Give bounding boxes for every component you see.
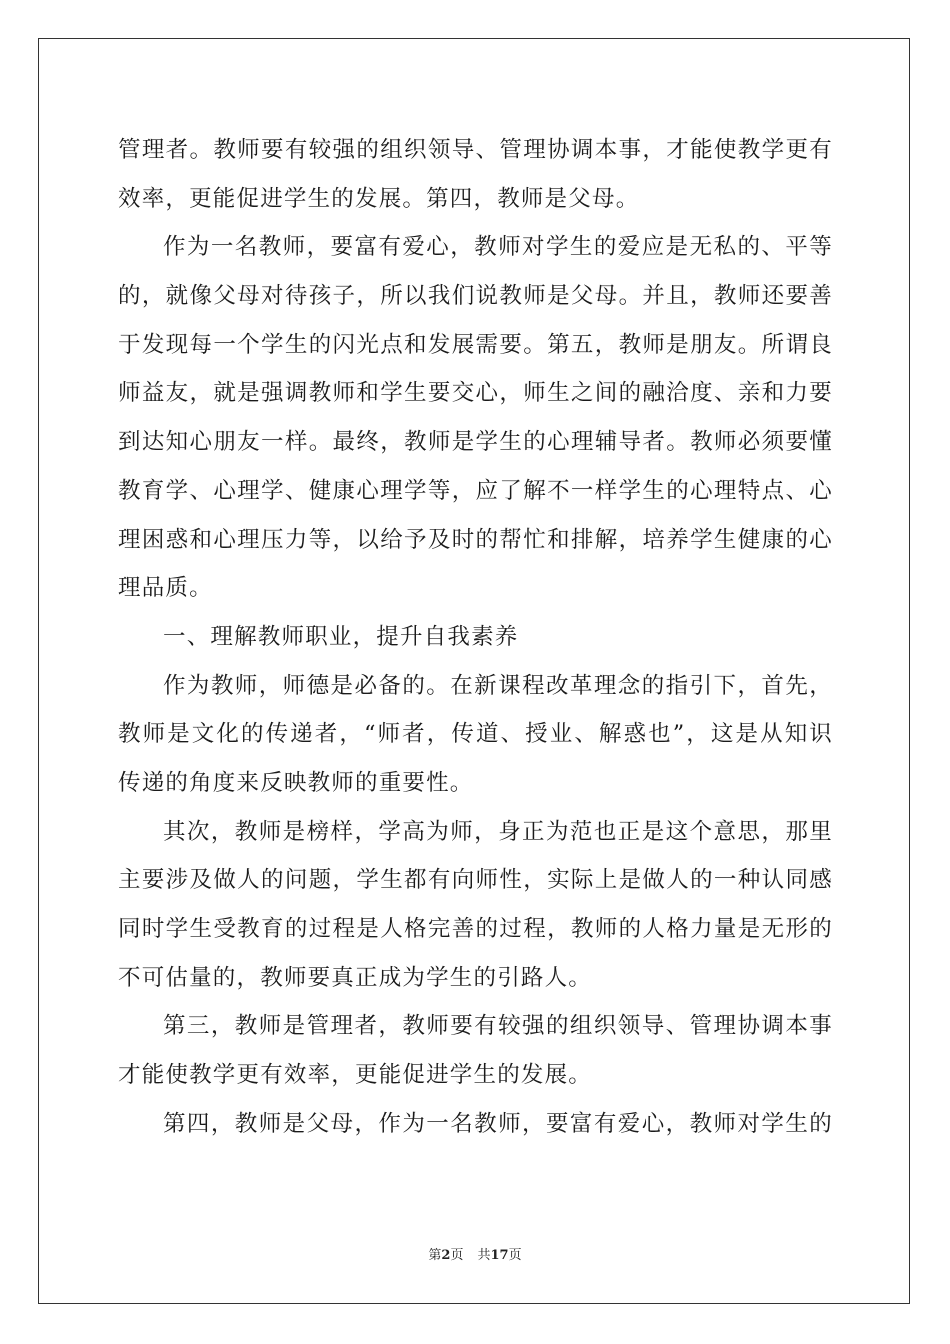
text-line: 管理者。教师要有较强的组织领导、管理协调本事，才能使教学更有	[118, 137, 833, 163]
page-footer	[0, 1247, 950, 1265]
text-line: 教育学、心理学、健康心理学等，应了解不一样学生的心理特点、心	[118, 477, 833, 504]
document-body	[118, 126, 833, 1148]
text-line: 效率，更能促进学生的发展。第四，教师是父母。	[118, 185, 640, 212]
text-line: 不可估量的，教师要真正成为学生的引路人。	[118, 964, 593, 991]
paragraph-first-line: 其次，教师是榜样，学高为师，身正为范也正是这个意思，那里	[163, 818, 833, 845]
page-number: 第2页	[428, 1248, 464, 1263]
text-line: 教师是文化的传递者，“师者，传道、授业、解惑也”，这是从知识	[118, 721, 833, 748]
page-total: 共17页	[477, 1248, 522, 1263]
text-line: 同时学生受教育的过程是人格完善的过程，教师的人格力量是无形的	[118, 916, 833, 942]
text-line: 于发现每一个学生的闪光点和发展需要。第五，教师是朋友。所谓良	[118, 331, 833, 358]
text-line: 传递的角度来反映教师的重要性。	[118, 769, 474, 796]
text-line: 的，就像父母对待孩子，所以我们说教师是父母。并且，教师还要善	[118, 283, 833, 310]
paragraph-first-line: 第四，教师是父母，作为一名教师，要富有爱心，教师对学生的	[163, 1110, 833, 1137]
text-line: 主要涉及做人的问题，学生都有向师性，实际上是做人的一种认同感	[118, 867, 833, 894]
text-line: 理困惑和心理压力等，以给予及时的帮忙和排解，培养学生健康的心	[118, 526, 833, 553]
paragraph-first-line: 作为一名教师，要富有爱心，教师对学生的爱应是无私的、平等	[163, 234, 833, 261]
text-line: 理品质。	[118, 575, 213, 602]
text-line: 才能使教学更有效率，更能促进学生的发展。	[118, 1062, 593, 1089]
text-line: 到达知心朋友一样。最终，教师是学生的心理辅导者。教师必须要懂	[118, 429, 833, 456]
section-heading: 一、理解教师职业，提升自我素养	[163, 623, 519, 650]
paragraph-first-line: 作为教师，师德是必备的。在新课程改革理念的指引下，首先，	[163, 672, 833, 699]
paragraph-first-line: 第三，教师是管理者，教师要有较强的组织领导、管理协调本事	[163, 1013, 833, 1040]
text-line: 师益友，就是强调教师和学生要交心，师生之间的融洽度、亲和力要	[118, 380, 833, 407]
